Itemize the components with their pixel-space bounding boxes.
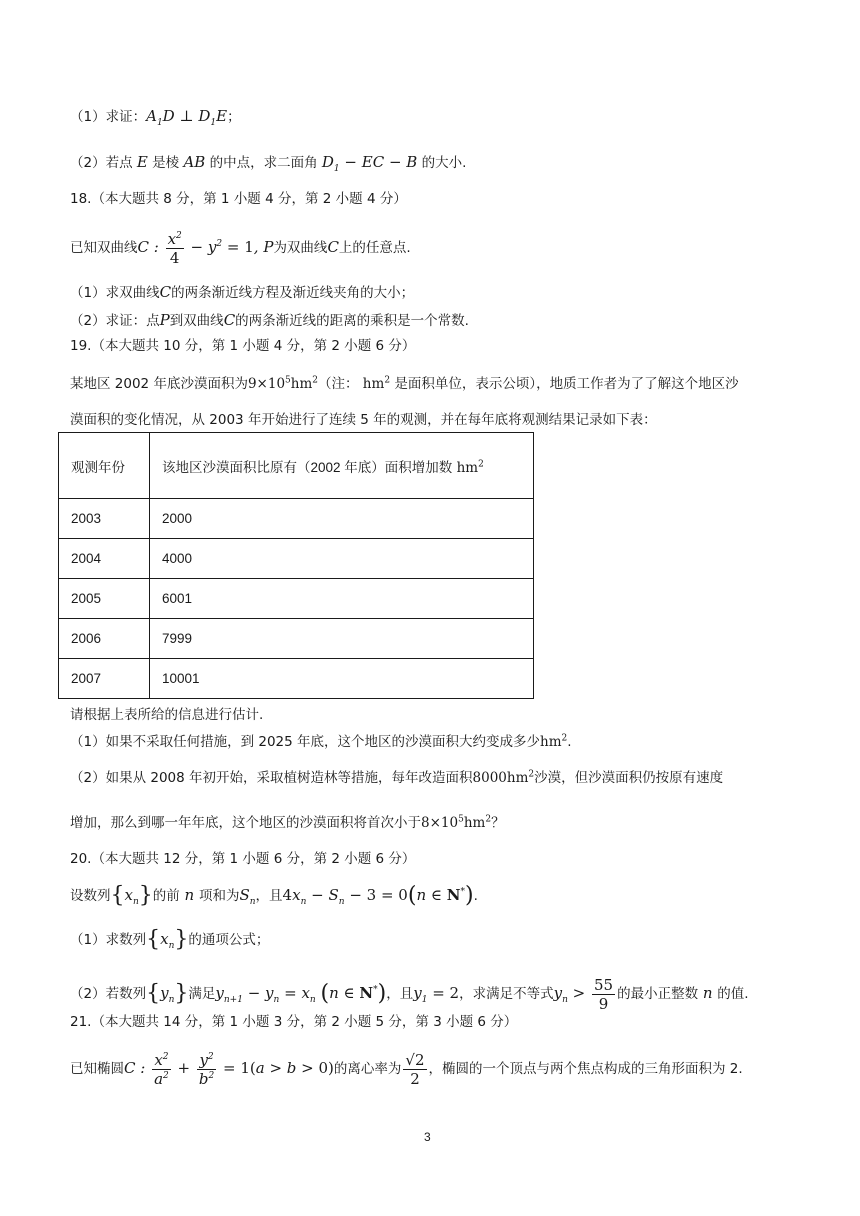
q18-part1-b: 的两条渐近线方程及渐近线夹角的大小； <box>171 285 415 301</box>
q20-stem-d: ，且 <box>255 888 283 904</box>
formula-8000hm2: $8000hm^2$ <box>472 769 535 786</box>
q19-header: 19.（本大题共 10 分，第 1 小题 4 分，第 2 小题 6 分） <box>70 338 416 354</box>
q18-header: 18.（本大题共 8 分，第 1 小题 4 分，第 2 小题 4 分） <box>70 191 407 207</box>
q19-stem-a: 某地区 2002 年底沙漠面积为 <box>70 376 248 392</box>
symbol-sn: $S_n$ <box>239 886 256 907</box>
q20-stem-b: 的前 <box>152 888 180 904</box>
table-row <box>59 539 534 579</box>
formula-a1d-perp-d1e: $A_1D$ ⊥ $D_1E$ <box>146 107 228 128</box>
sequence-xn: $\{x_n\}$ <box>110 883 153 908</box>
q19-stem-line1 <box>70 374 739 394</box>
formula-recurrence: $4x_n - S_n - 3 = 0(n$ ∈ N*) <box>282 883 474 908</box>
q18-part2-b: 到双曲线 <box>169 313 224 329</box>
q17-part1: （1）求证：$A_1D$ ⊥ $D_1E$； <box>70 107 241 128</box>
table-cell-value: 6001 <box>150 579 534 619</box>
table-row <box>59 619 534 659</box>
unit-hm2: $hm^2$ <box>540 733 568 750</box>
q20-header: 20.（本大题共 12 分，第 1 小题 6 分，第 2 小题 6 分） <box>70 851 416 867</box>
edge-ab: AB <box>183 153 206 171</box>
q18-stem-b: 为双曲线 <box>273 240 328 256</box>
q17-part2 <box>70 152 466 173</box>
q19-part2-a: （2）如果从 2008 年初开始，采取植树造林等措施，每年改造面积 <box>70 770 473 786</box>
table-cell-year: 2007 <box>59 659 150 699</box>
table-header-increase-text: 该地区沙漠面积比原有（2002 年底）面积增加数 <box>162 459 453 475</box>
q20-stem-a: 设数列 <box>70 888 111 904</box>
q17-part1-label: （1）求证： <box>70 109 147 125</box>
formula-y1: $y_1 = 2$ <box>413 984 460 1005</box>
sequence-yn: $\{y_n\}$ <box>146 981 189 1006</box>
q17-part2-text3: 的大小. <box>421 155 467 171</box>
table-row <box>59 579 534 619</box>
table-header-row <box>59 433 534 499</box>
table-cell-value: 4000 <box>150 539 534 579</box>
q18-part2-a: （2）求证：点 <box>70 313 160 329</box>
symbol-c: C <box>223 311 236 329</box>
table-header-year: 观测年份 <box>59 433 150 499</box>
table-cell-year: 2004 <box>59 539 150 579</box>
q20-part2-d: ，求满足不等式 <box>459 986 554 1002</box>
q17-part2-label: （2）若点 <box>70 155 133 171</box>
q21-stem <box>70 1048 743 1089</box>
table-cell-value: 10001 <box>150 659 534 699</box>
q19-part2-cont: 增加，那么到哪一年年底，这个地区的沙漠面积将首次小于$8\times 10^5hm^2$？ <box>70 814 505 831</box>
q19-after-table: 请根据上表所给的信息进行估计. <box>70 707 264 723</box>
q20-part2-f: 的值. <box>717 986 749 1002</box>
table-cell-year: 2006 <box>59 619 150 659</box>
page-number: 3 <box>424 1130 431 1144</box>
q20-part1-a: （1）求数列 <box>70 932 147 948</box>
sequence-xn: $\{x_n\}$ <box>146 927 189 952</box>
dihedral-angle: $D_1$ − EC − B <box>321 153 418 174</box>
symbol-c: C <box>327 238 339 256</box>
q20-part2-b: 满足 <box>188 986 216 1002</box>
ellipse-equation: C : $\frac{x^2}{a^2}$ + $\frac{y^2}{b^2}$ = 1(a > b > 0) <box>124 1050 334 1088</box>
q21-stem-a: 已知椭圆 <box>70 1061 124 1077</box>
q20-part1 <box>70 929 269 950</box>
observation-table <box>58 432 534 699</box>
q19-stem-c: 是面积单位，表示公顷），地质工作者为了了解这个地区沙 <box>394 376 739 392</box>
formula-inequality: $y_n$ > $\frac{55}{9}$ <box>553 975 614 1013</box>
symbol-c: C <box>159 283 172 301</box>
q20-stem-c: 项和为 <box>198 888 240 904</box>
q17-part2-text1: 是棱 <box>152 155 180 171</box>
q18-part1 <box>70 282 414 303</box>
table-header-unit: $hm^2$ <box>452 459 484 476</box>
q20-part2-e: 的最小正整数 <box>617 986 699 1002</box>
point-e: E <box>136 153 148 171</box>
eccentricity-value: $\frac{√2}{2}$ <box>405 1050 425 1088</box>
q18-stem-a: 已知双曲线 <box>70 240 138 256</box>
q19-part2-b: 沙漠，但沙漠面积仍按原有速度 <box>534 770 724 786</box>
symbol-n: n <box>698 984 718 1002</box>
q20-part1-b: 的通项公式； <box>188 932 270 948</box>
q18-part2-c: 的两条渐近线的距离的乘积是一个常数. <box>235 313 469 329</box>
q21-stem-b: 的离心率为 <box>333 1061 402 1077</box>
table-header-increase <box>150 433 534 499</box>
q20-part2-a: （2）若数列 <box>70 986 147 1002</box>
q18-part2 <box>70 310 469 331</box>
symbol-n: n <box>179 886 199 904</box>
q20-part2-c: ，且 <box>386 986 414 1002</box>
q21-stem-c: ，椭圆的一个顶点与两个焦点构成的三角形面积为 2. <box>428 1061 743 1077</box>
table-row <box>59 659 534 699</box>
q18-stem <box>70 229 411 267</box>
table-row <box>59 499 534 539</box>
unit-hm2: $hm^2$ <box>358 375 391 392</box>
q19-stem-b: （注： <box>318 376 359 392</box>
symbol-p: P <box>159 311 170 329</box>
table-cell-value: 2000 <box>150 499 534 539</box>
q18-stem-c: 上的任意点. <box>338 240 411 256</box>
q19-part1-a: （1）如果不采取任何措施，到 2025 年底，这个地区的沙漠面积大约变成多少 <box>70 734 541 750</box>
q18-part1-a: （1）求双曲线 <box>70 285 160 301</box>
q17-part2-text2: 的中点，求二面角 <box>209 155 318 171</box>
q19-part2 <box>70 768 723 788</box>
table-cell-value: 7999 <box>150 619 534 659</box>
formula-8x10-5: $8\times 10^5hm^2$ <box>421 814 492 831</box>
hyperbola-equation: C : $\frac{x^2}{4}$ − $y^2 = 1$, P <box>137 229 274 267</box>
q19-stem-line2: 漠面积的变化情况，从 2003 年开始进行了连续 5 年的观测，并在每年底将观测结果记录如下表： <box>70 412 657 428</box>
table-cell-year: 2005 <box>59 579 150 619</box>
q20-part2 <box>70 975 749 1013</box>
table-cell-year: 2003 <box>59 499 150 539</box>
q19-part1: （1）如果不采取任何措施，到 2025 年底，这个地区的沙漠面积大约变成多少$hm^2$. <box>70 733 572 750</box>
q20-stem: 设数列$\{x_n\}$的前 n 项和为$S_n$，且$4x_n - S_n - 3 = 0(n$ ∈ N*). <box>70 883 478 908</box>
formula-yn-recurrence: $y_{n+1} - y_n = x_n$ (n ∈ N*) <box>215 981 387 1006</box>
q21-header: 21.（本大题共 14 分，第 1 小题 3 分，第 2 小题 5 分，第 3 小题 6 分） <box>70 1014 518 1030</box>
formula-area-2002: $9\times 10^5hm^2$ <box>247 375 319 392</box>
q19-part2-c: 增加，那么到哪一年年底，这个地区的沙漠面积将首次小于 <box>70 815 421 831</box>
